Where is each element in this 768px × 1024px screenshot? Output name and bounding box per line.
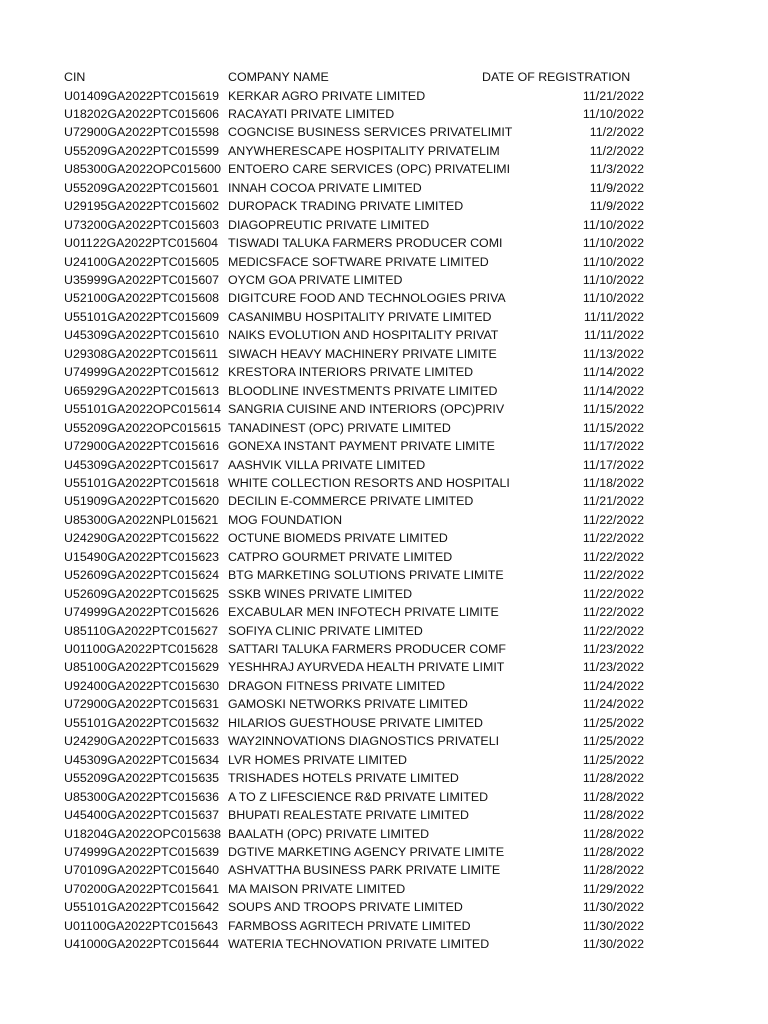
table-row <box>0 326 768 344</box>
cin-cell: U01100GA2022PTC015643 <box>64 918 219 933</box>
company-name-cell: LVR HOMES PRIVATE LIMITED <box>228 752 408 767</box>
table-row <box>0 492 768 510</box>
company-name-cell: DUROPACK TRADING PRIVATE LIMITED <box>228 199 464 214</box>
cin-cell: U85110GA2022PTC015627 <box>64 623 219 638</box>
company-name-cell: GAMOSKI NETWORKS PRIVATE LIMITED <box>228 697 468 712</box>
date-cell: 11/28/2022 <box>582 826 644 841</box>
date-cell: 11/25/2022 <box>582 734 644 749</box>
table-row <box>0 271 768 289</box>
cin-cell: U55101GA2022PTC015618 <box>64 475 219 490</box>
company-name-cell: DECILIN E-COMMERCE PRIVATE LIMITED <box>228 494 474 509</box>
cin-cell: U51909GA2022PTC015620 <box>64 494 219 509</box>
table-row <box>0 87 768 105</box>
date-cell: 11/22/2022 <box>582 605 644 620</box>
table-row <box>0 253 768 271</box>
cin-cell: U01409GA2022PTC015619 <box>64 88 219 103</box>
cin-cell: U45309GA2022PTC015634 <box>64 752 219 767</box>
table-row <box>0 603 768 621</box>
cin-cell: U29195GA2022PTC015602 <box>64 199 219 214</box>
date-cell: 11/28/2022 <box>582 844 644 859</box>
company-name-cell: OCTUNE BIOMEDS PRIVATE LIMITED <box>228 531 448 546</box>
header-date-of-registration: DATE OF REGISTRATION <box>482 70 631 84</box>
cin-cell: U01100GA2022PTC015628 <box>64 642 219 656</box>
date-cell: 11/22/2022 <box>582 549 644 564</box>
cin-cell: U72900GA2022PTC015598 <box>64 125 219 140</box>
date-cell: 11/22/2022 <box>582 586 644 601</box>
table-row <box>0 105 768 123</box>
date-cell: 11/13/2022 <box>582 346 644 361</box>
company-name-cell: DGTIVE MARKETING AGENCY PRIVATE LIMITE <box>228 844 505 859</box>
table-row <box>0 695 768 713</box>
table-row <box>0 677 768 695</box>
cin-cell: U41000GA2022PTC015644 <box>64 937 219 952</box>
cin-cell: U15490GA2022PTC015623 <box>64 549 219 564</box>
table-row <box>0 160 768 178</box>
table-row <box>0 843 768 861</box>
date-cell: 11/25/2022 <box>582 715 644 730</box>
cin-cell: U18204GA2022OPC015638 <box>64 826 222 841</box>
table-row <box>0 880 768 898</box>
table-row <box>0 732 768 750</box>
cin-cell: U55209GA2022PTC015599 <box>64 143 219 158</box>
company-name-cell: SIWACH HEAVY MACHINERY PRIVATE LIMITE <box>228 346 497 361</box>
cin-cell: U70109GA2022PTC015640 <box>64 863 219 878</box>
company-name-cell: SOFIYA CLINIC PRIVATE LIMITED <box>228 623 423 638</box>
date-cell: 11/21/2022 <box>582 494 644 509</box>
company-name-cell: KERKAR AGRO PRIVATE LIMITED <box>228 88 426 103</box>
date-cell: 11/10/2022 <box>582 291 644 306</box>
date-cell: 11/24/2022 <box>582 678 644 693</box>
date-cell: 11/15/2022 <box>582 420 644 435</box>
date-cell: 11/22/2022 <box>582 531 644 546</box>
table-row <box>0 437 768 455</box>
cin-cell: U55209GA2022PTC015601 <box>64 180 219 195</box>
table-row <box>0 419 768 437</box>
table-row <box>0 474 768 492</box>
table-row <box>0 806 768 824</box>
cin-cell: U18202GA2022PTC015606 <box>64 106 219 121</box>
date-cell: 11/14/2022 <box>582 383 644 398</box>
table-row <box>0 216 768 234</box>
date-cell: 11/30/2022 <box>582 900 644 915</box>
cin-cell: U35999GA2022PTC015607 <box>64 273 219 287</box>
company-name-cell: BAALATH (OPC) PRIVATE LIMITED <box>228 826 430 841</box>
date-cell: 11/28/2022 <box>582 863 644 878</box>
cin-cell: U52609GA2022PTC015624 <box>64 568 219 583</box>
header-cin: CIN <box>64 70 86 84</box>
company-name-cell: DIGITCURE FOOD AND TECHNOLOGIES PRIVA <box>228 291 506 306</box>
date-cell: 11/11/2022 <box>583 328 644 343</box>
company-name-cell: TRISHADES HOTELS PRIVATE LIMITED <box>228 771 459 786</box>
header-row <box>0 68 768 86</box>
table-row <box>0 714 768 732</box>
table-row <box>0 529 768 547</box>
company-name-cell: DRAGON FITNESS PRIVATE LIMITED <box>228 678 446 693</box>
cin-cell: U29308GA2022PTC015611 <box>64 346 219 361</box>
company-name-cell: BLOODLINE INVESTMENTS PRIVATE LIMITED <box>228 383 498 398</box>
date-cell: 11/17/2022 <box>582 439 644 454</box>
company-name-cell: RACAYATI PRIVATE LIMITED <box>228 106 395 121</box>
table-row <box>0 511 768 529</box>
date-cell: 11/22/2022 <box>582 512 644 527</box>
company-name-cell: INNAH COCOA PRIVATE LIMITED <box>228 180 422 195</box>
table-row <box>0 622 768 640</box>
table-row <box>0 142 768 160</box>
date-cell: 11/2/2022 <box>589 125 644 140</box>
company-name-cell: TANADINEST (OPC) PRIVATE LIMITED <box>228 420 451 435</box>
company-name-cell: KRESTORA INTERIORS PRIVATE LIMITED <box>228 365 474 380</box>
table-row <box>0 382 768 400</box>
company-name-cell: SSKB WINES PRIVATE LIMITED <box>228 586 413 601</box>
date-cell: 11/18/2022 <box>582 475 644 490</box>
company-name-cell: BHUPATI REALESTATE PRIVATE LIMITED <box>228 808 469 823</box>
table-row <box>0 898 768 916</box>
date-cell: 11/11/2022 <box>583 309 644 324</box>
date-cell: 11/15/2022 <box>582 402 644 417</box>
company-name-cell: HILARIOS GUESTHOUSE PRIVATE LIMITED <box>228 715 483 730</box>
company-name-cell: MA MAISON PRIVATE LIMITED <box>228 881 406 896</box>
cin-cell: U55209GA2022OPC015615 <box>64 420 222 435</box>
company-name-cell: TISWADI TALUKA FARMERS PRODUCER COMI <box>228 236 503 251</box>
cin-cell: U85100GA2022PTC015629 <box>64 660 219 675</box>
cin-cell: U74999GA2022PTC015639 <box>64 844 219 859</box>
cin-cell: U24290GA2022PTC015622 <box>64 531 219 546</box>
date-cell: 11/28/2022 <box>582 808 644 823</box>
table-row <box>0 289 768 307</box>
header-company-name: COMPANY NAME <box>228 70 329 84</box>
cin-cell: U74999GA2022PTC015612 <box>64 365 219 380</box>
company-name-cell: EXCABULAR MEN INFOTECH PRIVATE LIMITE <box>228 605 499 620</box>
cin-cell: U85300GA2022PTC015636 <box>64 789 219 804</box>
date-cell: 11/9/2022 <box>589 199 644 214</box>
company-name-cell: DIAGOPREUTIC PRIVATE LIMITED <box>228 217 430 232</box>
cin-cell: U55101GA2022OPC015614 <box>64 402 222 417</box>
cin-cell: U45309GA2022PTC015610 <box>64 328 219 343</box>
date-cell: 11/22/2022 <box>582 568 644 583</box>
cin-cell: U85300GA2022NPL015621 <box>64 512 219 527</box>
company-name-cell: WATERIA TECHNOVATION PRIVATE LIMITED <box>228 937 490 952</box>
cin-cell: U55209GA2022PTC015635 <box>64 771 219 786</box>
table-row <box>0 751 768 769</box>
table-row <box>0 548 768 566</box>
cin-cell: U55101GA2022PTC015609 <box>64 309 219 324</box>
date-cell: 11/14/2022 <box>582 365 644 380</box>
date-cell: 11/30/2022 <box>582 937 644 952</box>
date-cell: 11/30/2022 <box>582 918 644 933</box>
cin-cell: U01122GA2022PTC015604 <box>64 236 219 251</box>
date-cell: 11/10/2022 <box>582 106 644 121</box>
table-row <box>0 308 768 326</box>
table-row <box>0 917 768 935</box>
company-name-cell: ENTOERO CARE SERVICES (OPC) PRIVATELIMI <box>228 162 511 177</box>
date-cell: 11/2/2022 <box>589 143 644 158</box>
table-row <box>0 825 768 843</box>
cin-cell: U73200GA2022PTC015603 <box>64 217 219 232</box>
company-name-cell: OYCM GOA PRIVATE LIMITED <box>228 273 403 287</box>
date-cell: 11/22/2022 <box>582 623 644 638</box>
company-name-cell: FARMBOSS AGRITECH PRIVATE LIMITED <box>228 918 471 933</box>
company-name-cell: ANYWHERESCAPE HOSPITALITY PRIVATELIM <box>228 143 500 158</box>
company-name-cell: A TO Z LIFESCIENCE R&D PRIVATE LIMITED <box>228 789 489 804</box>
table-row <box>0 861 768 879</box>
date-cell: 11/21/2022 <box>582 88 644 103</box>
company-name-cell: COGNCISE BUSINESS SERVICES PRIVATELIMIT <box>228 125 513 140</box>
company-name-cell: SATTARI TALUKA FARMERS PRODUCER COMF <box>228 642 506 656</box>
cin-cell: U70200GA2022PTC015641 <box>64 881 219 896</box>
date-cell: 11/28/2022 <box>582 789 644 804</box>
company-name-cell: WAY2INNOVATIONS DIAGNOSTICS PRIVATELI <box>228 734 500 749</box>
table-row <box>0 585 768 603</box>
company-name-cell: CASANIMBU HOSPITALITY PRIVATE LIMITED <box>228 309 492 324</box>
table-row <box>0 123 768 141</box>
date-cell: 11/10/2022 <box>582 273 644 287</box>
cin-cell: U72900GA2022PTC015631 <box>64 697 219 712</box>
company-name-cell: SANGRIA CUISINE AND INTERIORS (OPC)PRIV <box>228 402 505 417</box>
cin-cell: U55101GA2022PTC015642 <box>64 900 219 915</box>
company-name-cell: MOG FOUNDATION <box>228 512 343 527</box>
company-name-cell: ASHVATTHA BUSINESS PARK PRIVATE LIMITE <box>228 863 501 878</box>
table-row <box>0 788 768 806</box>
cin-cell: U24290GA2022PTC015633 <box>64 734 219 749</box>
table-row <box>0 345 768 363</box>
date-cell: 11/10/2022 <box>582 254 644 269</box>
cin-cell: U52100GA2022PTC015608 <box>64 291 219 306</box>
table-row <box>0 179 768 197</box>
cin-cell: U74999GA2022PTC015626 <box>64 605 219 620</box>
company-name-cell: NAIKS EVOLUTION AND HOSPITALITY PRIVAT <box>228 328 499 343</box>
date-cell: 11/23/2022 <box>582 642 644 656</box>
date-cell: 11/29/2022 <box>582 881 644 896</box>
table-row <box>0 769 768 787</box>
cin-cell: U24100GA2022PTC015605 <box>64 254 219 269</box>
table-row <box>0 456 768 474</box>
company-name-cell: MEDICSFACE SOFTWARE PRIVATE LIMITED <box>228 254 489 269</box>
date-cell: 11/24/2022 <box>582 697 644 712</box>
table-row <box>0 566 768 584</box>
company-name-cell: AASHVIK VILLA PRIVATE LIMITED <box>228 457 426 472</box>
cin-cell: U65929GA2022PTC015613 <box>64 383 219 398</box>
table-row <box>0 640 768 658</box>
table-row <box>0 234 768 252</box>
table-row <box>0 197 768 215</box>
cin-cell: U55101GA2022PTC015632 <box>64 715 219 730</box>
company-name-cell: GONEXA INSTANT PAYMENT PRIVATE LIMITE <box>228 439 495 454</box>
date-cell: 11/17/2022 <box>582 457 644 472</box>
cin-cell: U92400GA2022PTC015630 <box>64 678 219 693</box>
table-row <box>0 400 768 418</box>
cin-cell: U45400GA2022PTC015637 <box>64 808 219 823</box>
date-cell: 11/10/2022 <box>582 217 644 232</box>
cin-cell: U52609GA2022PTC015625 <box>64 586 219 601</box>
table-row <box>0 363 768 381</box>
table-row <box>0 935 768 953</box>
company-name-cell: WHITE COLLECTION RESORTS AND HOSPITALI <box>228 475 510 490</box>
cin-cell: U85300GA2022OPC015600 <box>64 162 222 177</box>
date-cell: 11/28/2022 <box>582 771 644 786</box>
date-cell: 11/9/2022 <box>589 180 644 195</box>
company-name-cell: BTG MARKETING SOLUTIONS PRIVATE LIMITE <box>228 568 504 583</box>
company-name-cell: YESHHRAJ AYURVEDA HEALTH PRIVATE LIMIT <box>228 660 505 675</box>
date-cell: 11/25/2022 <box>582 752 644 767</box>
cin-cell: U72900GA2022PTC015616 <box>64 439 219 454</box>
date-cell: 11/3/2022 <box>589 162 644 177</box>
date-cell: 11/10/2022 <box>582 236 644 251</box>
date-cell: 11/23/2022 <box>582 660 644 675</box>
company-name-cell: CATPRO GOURMET PRIVATE LIMITED <box>228 549 453 564</box>
company-name-cell: SOUPS AND TROOPS PRIVATE LIMITED <box>228 900 463 915</box>
table-row <box>0 658 768 676</box>
cin-cell: U45309GA2022PTC015617 <box>64 457 219 472</box>
